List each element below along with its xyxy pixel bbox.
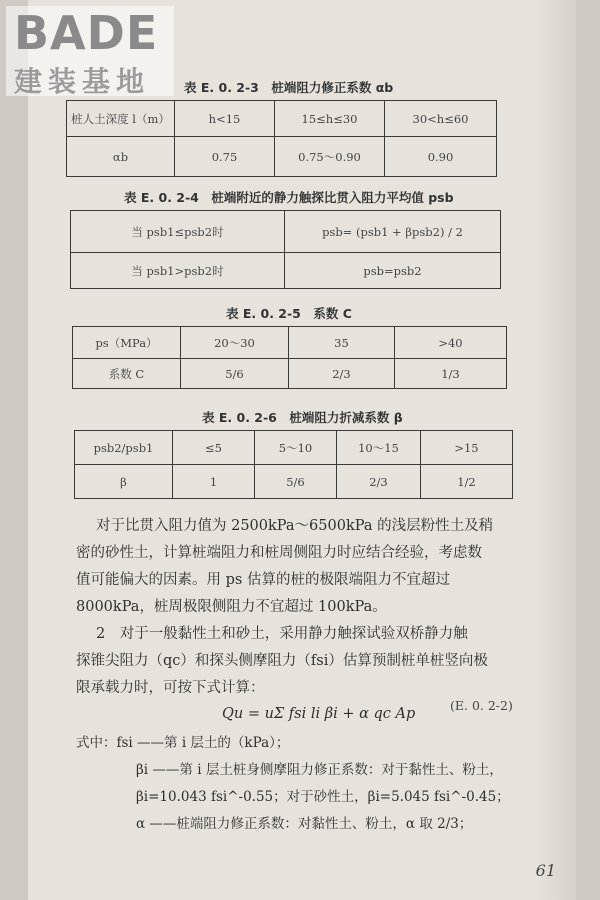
- formula: Qu = uΣ fsi li βi + α qc Ap: [222, 706, 416, 722]
- table-cell: h<15: [175, 101, 275, 137]
- table-cell: 2/3: [289, 359, 395, 389]
- table-cell: β: [75, 465, 173, 499]
- table-e-0-2-3: [66, 100, 497, 177]
- table-cell: 桩人土深度 l（m）: [67, 101, 175, 137]
- table-cell: 1/3: [395, 359, 507, 389]
- table-cell: 0.75: [175, 137, 275, 177]
- table-row: [73, 359, 507, 389]
- table-cell: 0.90: [385, 137, 497, 177]
- definition-line: α ——桩端阻力修正系数：对黏性土、粉土，α 取 2/3；: [136, 816, 473, 832]
- table-cell: >15: [421, 431, 513, 465]
- table-cell: 20～30: [181, 327, 289, 359]
- body-line: 探锥尖阻力（qc）和探头侧摩阻力（fsi）估算预制桩单桩竖向极: [76, 653, 488, 669]
- body-line: 2 对于一般黏性土和砂土，采用静力触探试验双桥静力触: [96, 626, 468, 642]
- table-cell: 1/2: [421, 465, 513, 499]
- table-cell: αb: [67, 137, 175, 177]
- table-e-0-2-5: [72, 326, 507, 389]
- watermark-subtitle: 建装基地: [14, 65, 151, 98]
- table-header-row: [67, 101, 497, 137]
- table-cell: 15≤h≤30: [275, 101, 385, 137]
- table-cell: ps（MPa）: [73, 327, 181, 359]
- definition-line: βi ——第 i 层土桩身侧摩阻力修正系数：对于黏性土、粉土，: [136, 762, 503, 778]
- definition-line: βi=10.043 fsi^-0.55；对于砂性土，βi=5.045 fsi^-0.45；: [136, 789, 510, 805]
- table-cell: 当 psb1≤psb2时: [71, 211, 285, 253]
- body-line: 8000kPa，桩周极限侧阻力不宜超过 100kPa。: [76, 599, 387, 615]
- table-header-row: [75, 431, 513, 465]
- table-cell: ≤5: [173, 431, 255, 465]
- formula-number: (E. 0. 2-2): [450, 698, 513, 713]
- body-line: 对于比贯入阻力值为 2500kPa～6500kPa 的浅层粉性土及稍: [96, 518, 494, 534]
- table-row: [67, 137, 497, 177]
- table-cell: 10～15: [337, 431, 421, 465]
- table-cell: 30<h≤60: [385, 101, 497, 137]
- table-cell: 系数 C: [73, 359, 181, 389]
- table-cell: 1: [173, 465, 255, 499]
- table-cell: 当 psb1>psb2时: [71, 253, 285, 289]
- page-number: 61: [535, 861, 556, 880]
- table-cell: 5/6: [181, 359, 289, 389]
- table-e-0-2-6: [74, 430, 513, 499]
- table-row: [75, 465, 513, 499]
- table-header-row: [73, 327, 507, 359]
- definition-line: 式中：fsi ——第 i 层土的（kPa）；: [76, 735, 290, 751]
- watermark-brand: BADE: [14, 6, 159, 60]
- table-cell: 5～10: [255, 431, 337, 465]
- table-row: [71, 253, 501, 289]
- table-cell: 2/3: [337, 465, 421, 499]
- table-cell: >40: [395, 327, 507, 359]
- table-e-0-2-5-caption: 表 E. 0. 2-5 系数 C: [226, 306, 352, 321]
- table-cell: 35: [289, 327, 395, 359]
- body-line: 密的砂性土，计算桩端阻力和桩周侧阻力时应结合经验，考虑数: [76, 545, 482, 561]
- table-e-0-2-6-caption: 表 E. 0. 2-6 桩端阻力折减系数 β: [202, 410, 403, 425]
- body-line: 限承载力时，可按下式计算：: [76, 680, 265, 696]
- table-e-0-2-4: [70, 210, 501, 289]
- table-e-0-2-4-caption: 表 E. 0. 2-4 桩端附近的静力触探比贯入阻力平均值 psb: [124, 190, 454, 205]
- body-line: 值可能偏大的因素。用 ps 估算的桩的极限端阻力不宜超过: [76, 572, 450, 588]
- table-cell: psb=psb2: [285, 253, 501, 289]
- table-row: [71, 211, 501, 253]
- table-cell: 0.75～0.90: [275, 137, 385, 177]
- table-cell: 5/6: [255, 465, 337, 499]
- watermark-logo: [6, 6, 174, 96]
- table-e-0-2-3-caption: 表 E. 0. 2-3 桩端阻力修正系数 αb: [184, 80, 394, 95]
- table-cell: psb= (psb1 + βpsb2) / 2: [285, 211, 501, 253]
- table-cell: psb2/psb1: [75, 431, 173, 465]
